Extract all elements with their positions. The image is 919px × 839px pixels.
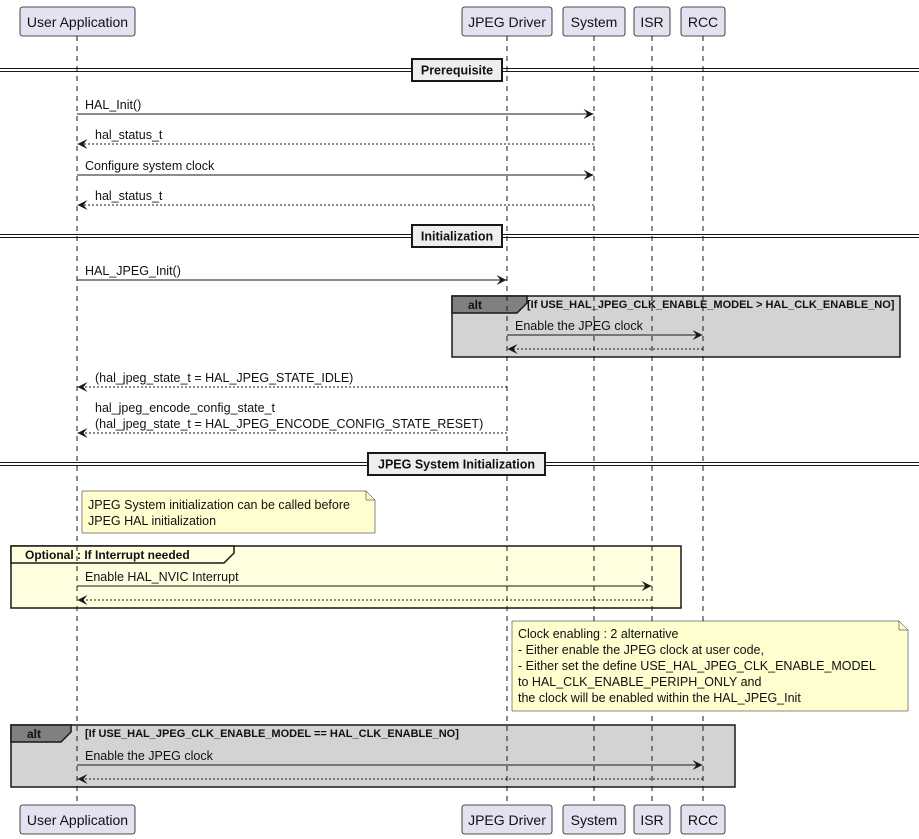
message-label: (hal_jpeg_state_t = HAL_JPEG_STATE_IDLE) bbox=[95, 371, 354, 385]
message-5 bbox=[77, 264, 507, 280]
message-label: hal_status_t bbox=[95, 189, 163, 203]
frame-tag-label: Optional : If Interrupt needed bbox=[25, 548, 190, 562]
frame-tag-label: alt bbox=[27, 727, 42, 741]
divider-label: Prerequisite bbox=[420, 63, 494, 78]
message-label: Enable the JPEG clock bbox=[85, 749, 213, 763]
note-line: - Either enable the JPEG clock at user code, bbox=[518, 643, 764, 657]
message-label: Enable HAL_NVIC Interrupt bbox=[85, 570, 239, 584]
participant-label: System bbox=[570, 14, 618, 30]
note-line: - Either set the define USE_HAL_JPEG_CLK_ENABLE_MODEL bbox=[518, 659, 876, 673]
note-2 bbox=[512, 621, 908, 711]
message-label-line2: (hal_jpeg_state_t = HAL_JPEG_ENCODE_CONFIG_STATE_RESET) bbox=[95, 417, 484, 431]
message-2 bbox=[78, 128, 595, 144]
participant-isr-bottom[interactable] bbox=[634, 805, 670, 834]
message-1 bbox=[77, 98, 594, 114]
participant-sys-top[interactable] bbox=[563, 7, 625, 36]
note-line: Clock enabling : 2 alternative bbox=[518, 627, 679, 641]
divider-label: JPEG System Initialization bbox=[378, 457, 535, 472]
note-line: to HAL_CLK_ENABLE_PERIPH_ONLY and bbox=[518, 675, 762, 689]
participant-isr-top[interactable] bbox=[634, 7, 670, 36]
message-label: HAL_Init() bbox=[85, 98, 142, 112]
participant-app-top[interactable] bbox=[20, 7, 135, 36]
message-label: Enable the JPEG clock bbox=[515, 319, 643, 333]
note-line: JPEG System initialization can be called before bbox=[88, 498, 350, 512]
participant-label: ISR bbox=[640, 812, 664, 828]
message-4 bbox=[78, 189, 595, 205]
participant-label: User Application bbox=[26, 14, 129, 30]
participant-rcc-bottom[interactable] bbox=[681, 805, 725, 834]
participant-label: System bbox=[570, 812, 618, 828]
message-3 bbox=[77, 159, 594, 175]
frame-tag-box bbox=[452, 296, 527, 313]
participant-rcc-top[interactable] bbox=[681, 7, 725, 36]
participant-label: User Application bbox=[26, 812, 129, 828]
divider-2 bbox=[0, 225, 919, 247]
participant-label: RCC bbox=[687, 812, 719, 828]
frame-tag-label: alt bbox=[468, 298, 483, 312]
divider-1 bbox=[0, 59, 919, 81]
participant-label: JPEG Driver bbox=[468, 14, 546, 30]
frame-guard: [If USE_HAL_JPEG_CLK_ENABLE_MODEL > HAL_CLK_ENABLE_NO] bbox=[527, 299, 895, 311]
participant-app-bottom[interactable] bbox=[20, 805, 135, 834]
participant-label: JPEG Driver bbox=[468, 812, 546, 828]
divider-3 bbox=[0, 453, 919, 475]
participant-sys-bottom[interactable] bbox=[563, 805, 625, 834]
message-label: HAL_JPEG_Init() bbox=[85, 264, 181, 278]
note-1 bbox=[82, 491, 375, 533]
note-line: the clock will be enabled within the HAL_JPEG_Init bbox=[518, 691, 801, 705]
message-label: hal_jpeg_encode_config_state_t bbox=[95, 401, 276, 415]
frame-guard: [If USE_HAL_JPEG_CLK_ENABLE_MODEL == HAL_CLK_ENABLE_NO] bbox=[85, 728, 459, 740]
participant-drv-bottom[interactable] bbox=[462, 805, 552, 834]
message-label: Configure system clock bbox=[85, 159, 215, 173]
message-9 bbox=[78, 401, 508, 433]
participant-label: ISR bbox=[640, 14, 664, 30]
note-line: JPEG HAL initialization bbox=[88, 514, 217, 528]
participant-label: RCC bbox=[687, 14, 719, 30]
participant-drv-top[interactable] bbox=[462, 7, 552, 36]
message-8 bbox=[78, 371, 508, 387]
message-label: hal_status_t bbox=[95, 128, 163, 142]
divider-label: Initialization bbox=[420, 229, 494, 244]
